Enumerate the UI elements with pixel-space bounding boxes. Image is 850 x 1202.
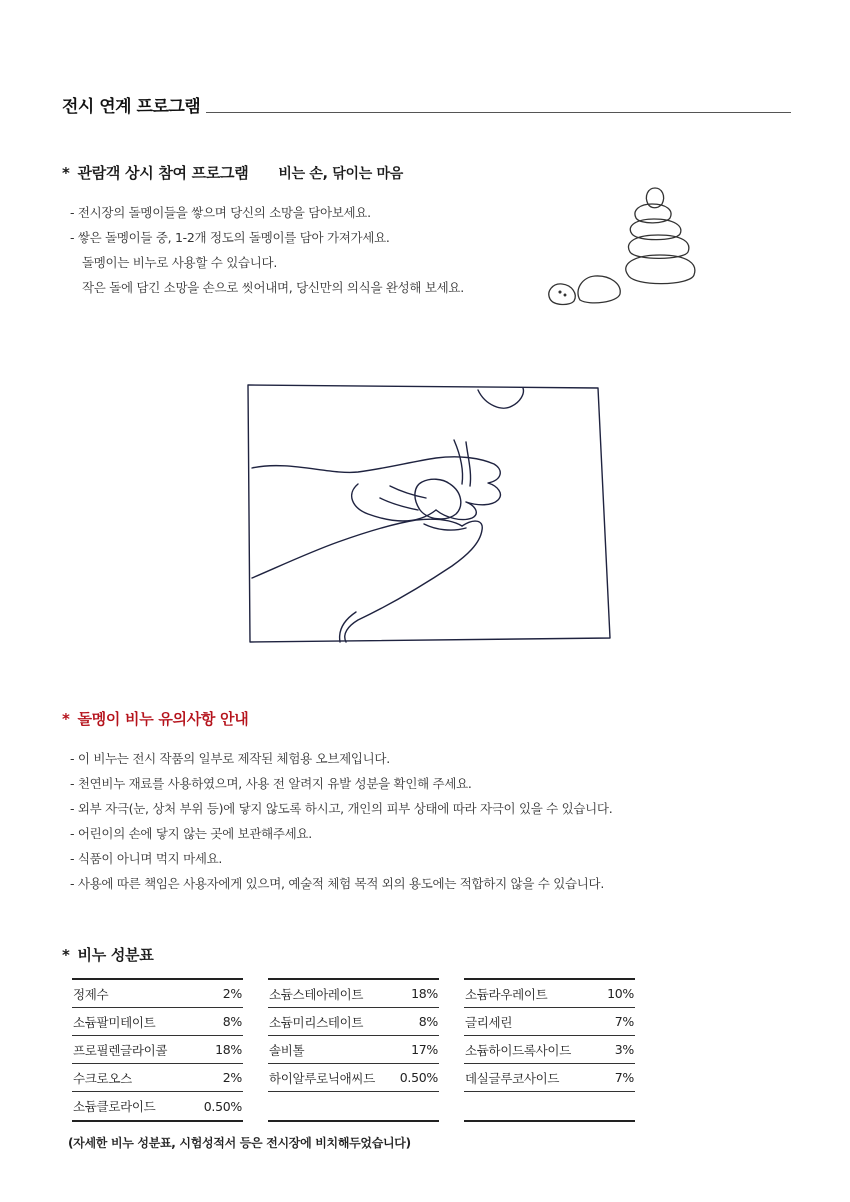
- list-item: - 사용에 따른 책임은 사용자에게 있으며, 예술적 체험 목적 외의 용도에는 적합하지 않을 수 있습니다.: [70, 876, 604, 891]
- list-item: - 이 비누는 전시 작품의 일부로 제작된 체험용 오브제입니다.: [70, 751, 390, 766]
- ingredient-name: 수크로오스: [73, 1070, 132, 1086]
- list-item: - 천연비누 재료를 사용하였으며, 사용 전 알려지 유발 성분을 확인해 주세요.: [70, 776, 472, 791]
- caution-title: 돌멩이 비누 유의사항 안내: [77, 710, 249, 728]
- ingredient-name: 소듐하이드록사이드: [465, 1042, 571, 1058]
- ingredient-value: 7%: [614, 1070, 634, 1085]
- ingredient-value: 0.50%: [399, 1070, 438, 1085]
- ingredient-name: 솔비톨: [269, 1042, 305, 1058]
- caution-heading: [62, 708, 248, 729]
- ingredient-table-1: [72, 978, 243, 1122]
- ingredient-name: 글리세린: [465, 1014, 513, 1030]
- ingredient-table-3: [464, 978, 635, 1122]
- stacked-stones-illustration: [540, 182, 705, 310]
- table-row: [464, 1092, 635, 1120]
- participation-list: [70, 200, 464, 300]
- ingredient-value: 18%: [215, 1042, 242, 1057]
- list-item: - 외부 자극(눈, 상처 부위 등)에 닿지 않도록 하시고, 개인의 피부 상태에 따라 자극이 있을 수 있습니다.: [70, 801, 613, 816]
- ingredient-name: 소듐클로라이드: [73, 1099, 156, 1114]
- list-item: - 전시장의 돌멩이들을 쌓으며 당신의 소망을 담아보세요.: [70, 205, 371, 220]
- list-item: - 어린이의 손에 닿지 않는 곳에 보관해주세요.: [70, 826, 312, 841]
- ingredient-value: 8%: [418, 1014, 438, 1029]
- ingredient-name: 데실글루코사이드: [465, 1070, 560, 1086]
- ingredients-heading: [62, 944, 153, 965]
- participation-tag: 비는 손, 닦이는 마음: [278, 166, 403, 182]
- ingredient-name: 소듐라우레이트: [465, 986, 548, 1002]
- bullet-star: *: [62, 710, 70, 728]
- table-row: [268, 1092, 439, 1120]
- ingredient-value: 10%: [607, 986, 634, 1001]
- list-item: 작은 돌에 담긴 소망을 손으로 씻어내며, 당신만의 의식을 완성해 보세요.: [82, 280, 464, 295]
- participation-title: 관람객 상시 참여 프로그램: [77, 164, 249, 182]
- table-row: [72, 1036, 243, 1064]
- ingredient-name: 소듐스테아레이트: [269, 986, 364, 1002]
- title-divider: [206, 112, 791, 113]
- ingredient-value: 0.50%: [203, 1098, 242, 1114]
- ingredients-title: 비누 성분표: [77, 946, 154, 964]
- table-row: [72, 1008, 243, 1036]
- table-row: [268, 980, 439, 1008]
- ingredient-value: 2%: [222, 1070, 242, 1085]
- table-row: [72, 1092, 243, 1120]
- ingredients-footnote: (자세한 비누 성분표, 시험성적서 등은 전시장에 비치해두었습니다): [68, 1136, 411, 1150]
- ingredient-value: 18%: [411, 986, 438, 1001]
- table-row: [268, 1036, 439, 1064]
- ingredient-table-2: [268, 978, 439, 1122]
- ingredient-name: 프로필렌글라이콜: [73, 1042, 168, 1058]
- table-row: [268, 1008, 439, 1036]
- table-row: [72, 980, 243, 1008]
- ingredient-value: 17%: [411, 1042, 438, 1057]
- page-title: 전시 연계 프로그램: [62, 97, 201, 117]
- bullet-star: *: [62, 164, 70, 182]
- list-item: - 식품이 아니며 먹지 마세요.: [70, 851, 223, 866]
- ingredient-name: 정제수: [73, 986, 109, 1002]
- ingredient-name: 소듐미리스테이트: [269, 1014, 364, 1030]
- table-row: [464, 980, 635, 1008]
- list-item: 돌멩이는 비누로 사용할 수 있습니다.: [82, 255, 277, 270]
- bullet-star: *: [62, 946, 70, 964]
- table-row: [464, 1008, 635, 1036]
- table-row: [464, 1064, 635, 1092]
- ingredient-name: 소듐팔미테이트: [73, 1014, 156, 1030]
- table-row: [72, 1064, 243, 1092]
- table-row: [268, 1064, 439, 1092]
- table-row: [464, 1036, 635, 1064]
- ingredient-value: 3%: [614, 1042, 634, 1057]
- ingredient-value: 7%: [614, 1014, 634, 1029]
- ingredient-name: 하이알루로닉애씨드: [269, 1070, 375, 1086]
- hands-holding-stone-illustration: [240, 380, 615, 646]
- list-item: - 쌓은 돌멩이들 중, 1-2개 정도의 돌멩이를 담아 가져가세요.: [70, 230, 390, 245]
- participation-heading: [62, 162, 403, 183]
- ingredient-value: 2%: [222, 986, 242, 1001]
- ingredient-value: 8%: [222, 1014, 242, 1029]
- caution-list: [70, 746, 612, 896]
